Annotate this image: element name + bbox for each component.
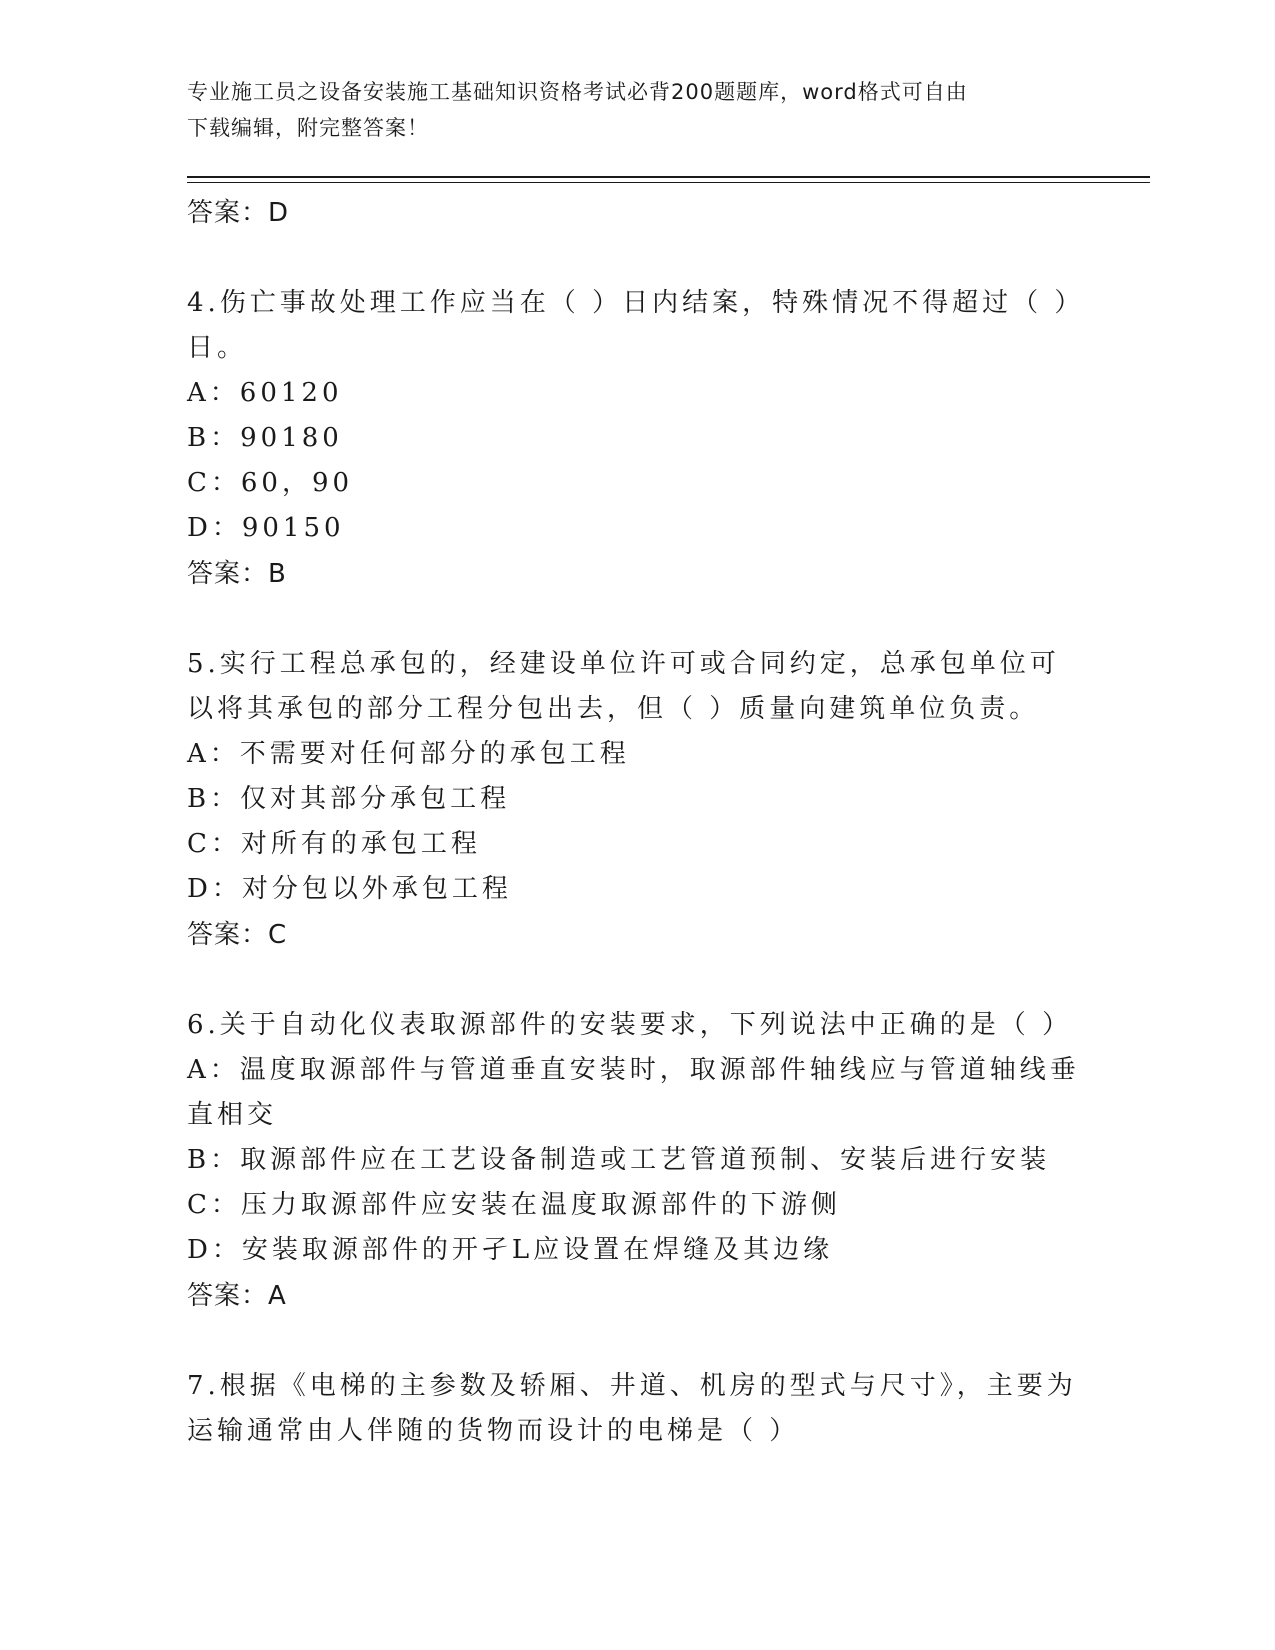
document-body (187, 190, 1087, 1454)
option-b: B：90180 (187, 423, 343, 453)
option-d: D：安装取源部件的开孑L应设置在焊缝及其边缘 (187, 1235, 834, 1265)
question-4 (187, 281, 1087, 597)
option-d: D：对分包以外承包工程 (187, 874, 512, 904)
document-header (187, 74, 1087, 146)
option-c: C：对所有的承包工程 (187, 829, 481, 859)
question-7 (187, 1364, 1087, 1454)
option-a: A：不需要对任何部分的承包工程 (187, 739, 630, 769)
header-divider-thin (187, 182, 1150, 183)
question-text: 4.伤亡事故处理工作应当在（ ）日内结案，特殊情况不得超过（ ）日。 (187, 288, 1085, 363)
option-c: C：60，90 (187, 468, 354, 498)
question-6 (187, 1003, 1087, 1319)
previous-answer: 答案：D (187, 198, 290, 228)
question-5 (187, 642, 1087, 958)
header-line-1: 专业施工员之设备安装施工基础知识资格考试必背200题题库，word格式可自由 (187, 80, 968, 104)
header-divider-thick (187, 176, 1150, 178)
header-line-2: 下载编辑，附完整答案！ (187, 116, 429, 140)
option-d: D：90150 (187, 513, 345, 543)
answer: 答案：A (187, 1281, 287, 1311)
option-b: B：仅对其部分承包工程 (187, 784, 511, 814)
option-a: A：60120 (187, 378, 343, 408)
option-a: A：温度取源部件与管道垂直安装时，取源部件轴线应与管道轴线垂直相交 (187, 1055, 1080, 1130)
question-text: 6.关于自动化仪表取源部件的安装要求，下列说法中正确的是（ ） (187, 1010, 1073, 1040)
answer: 答案：C (187, 920, 288, 950)
answer: 答案：B (187, 559, 287, 589)
question-text: 5.实行工程总承包的，经建设单位许可或合同约定，总承包单位可以将其承包的部分工程分包出去，但（ ）质量向建筑单位负责。 (187, 649, 1060, 724)
option-c: C：压力取源部件应安装在温度取源部件的下游侧 (187, 1190, 841, 1220)
option-b: B：取源部件应在工艺设备制造或工艺管道预制、安装后进行安装 (187, 1145, 1051, 1175)
question-text: 7.根据《电梯的主参数及轿厢、井道、机房的型式与尺寸》，主要为运输通常由人伴随的货物而设计的电梯是（ ） (187, 1371, 1077, 1446)
